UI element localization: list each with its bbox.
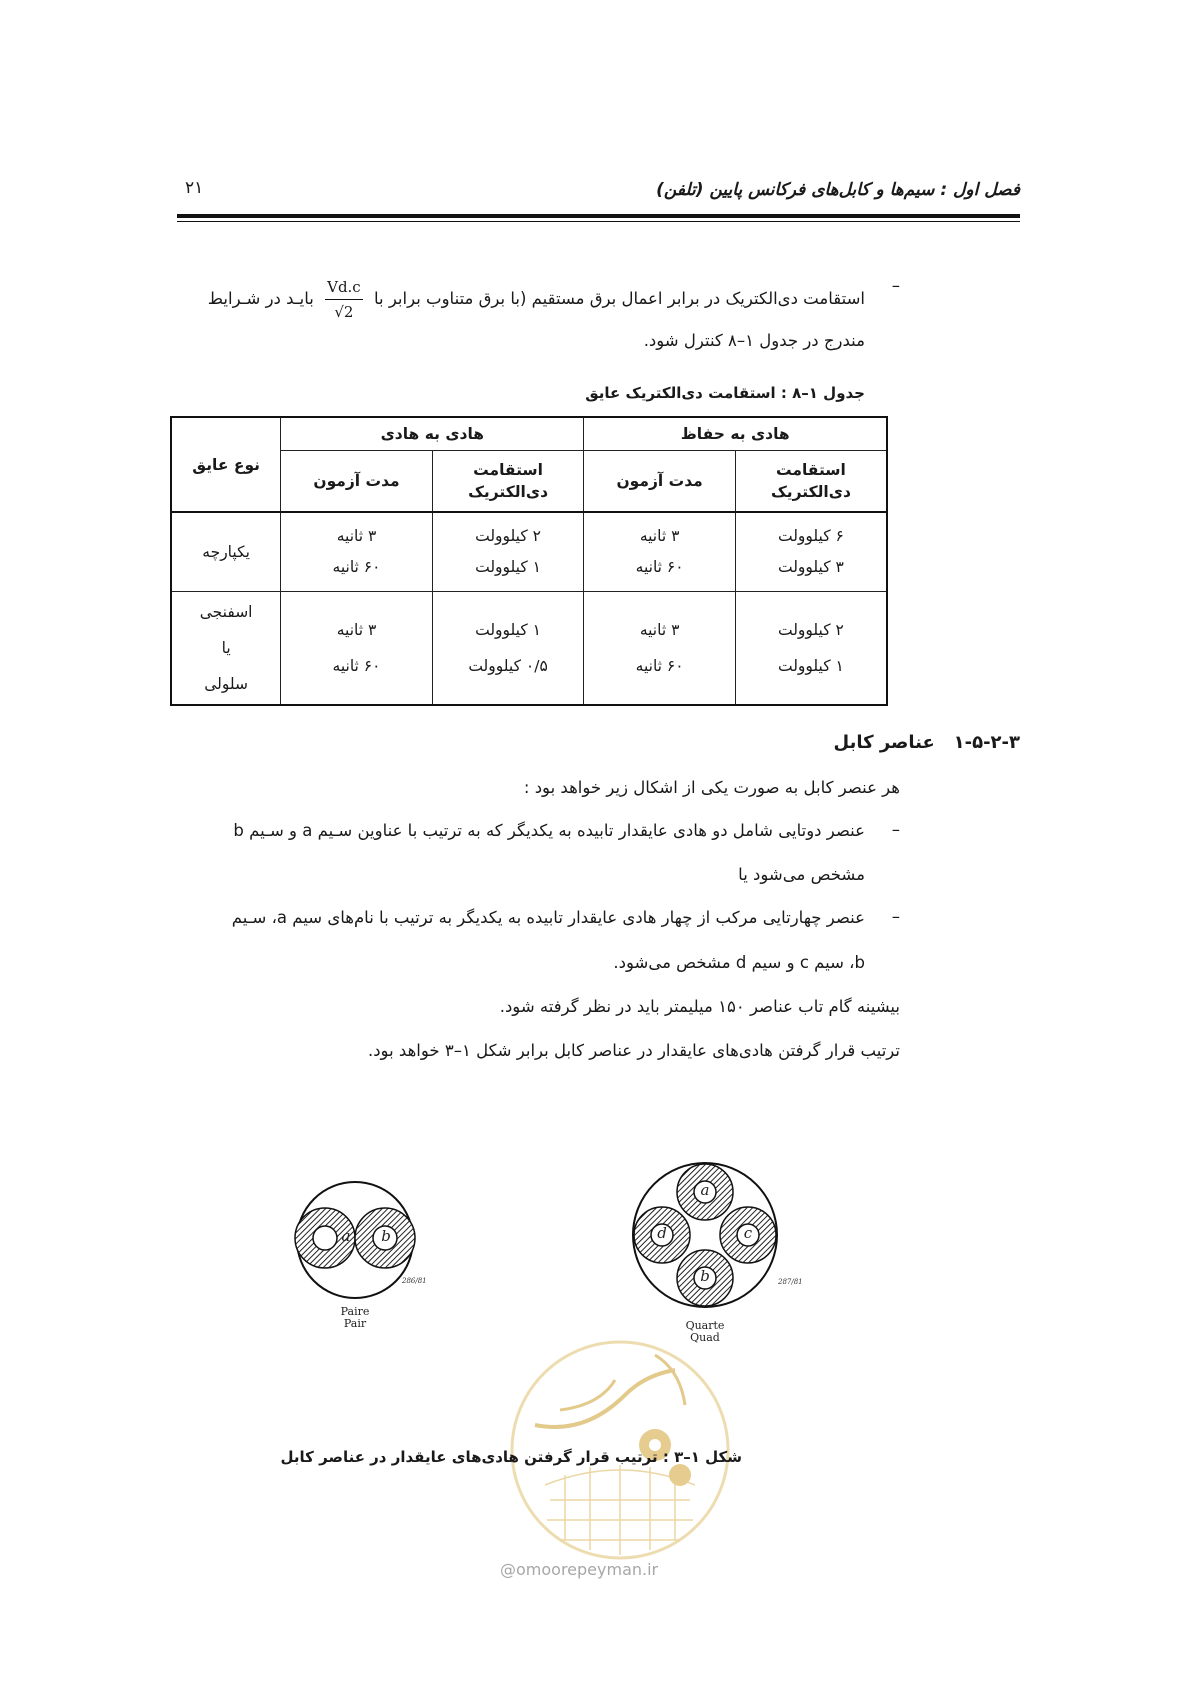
table-header-row: [171, 417, 887, 451]
header-text: دی‌الکتریک: [770, 483, 851, 501]
pair-label-en: Pair: [343, 1317, 367, 1330]
table-cell: [281, 592, 432, 706]
cell-text: یا: [221, 639, 231, 657]
list-dash: –: [891, 820, 900, 839]
paragraph-line: [208, 276, 865, 323]
pair-label: [325, 1306, 385, 1330]
page-number: ۲۱: [185, 178, 204, 198]
table-cell-type: [171, 512, 281, 592]
col-duration: مدت آزمون: [584, 451, 735, 513]
table-row: [171, 592, 887, 706]
table-cell: [432, 592, 584, 706]
pair-wire-label-b: b: [381, 1227, 391, 1245]
list-item-pair: عنصر دوتایی شامل دو هادی عایقدار تابیده به یکدیگر که به ترتیب با عناوین سـیم a و سـیم b: [233, 821, 865, 840]
cell-text: ۶۰ ثانیه: [332, 657, 381, 675]
section-heading: [834, 732, 1020, 753]
cell-text: ۱ کیلوولت: [475, 558, 541, 576]
col-insulation-type: نوع عایق: [171, 417, 281, 512]
header-text: استقامت: [775, 461, 846, 479]
cell-text: سلولی: [204, 675, 249, 693]
quad-label-fr: Quarte: [685, 1319, 725, 1332]
paragraph-line: هر عنصر کابل به صورت یکی از اشکال زیر خواهد بود :: [523, 778, 900, 797]
cell-text: ۱ کیلوولت: [777, 657, 844, 675]
fraction-denominator: √2: [334, 303, 354, 321]
quad-wire-label-d: d: [657, 1224, 667, 1242]
section-title: عناصر کابل: [833, 732, 935, 753]
cell-text: ۶ کیلوولت: [777, 527, 844, 545]
header-rule-thick: [177, 214, 1020, 218]
cell-text: ۰/۵ کیلوولت: [468, 657, 548, 675]
table-row: [171, 512, 887, 592]
formula-fraction: [325, 276, 363, 323]
col-strength: [432, 451, 584, 513]
col-duration: مدت آزمون: [281, 451, 432, 513]
fraction-numerator: Vd.c: [325, 276, 363, 300]
cell-text: ۲ کیلوولت: [777, 621, 844, 639]
cell-text: ۳ ثانیه: [639, 621, 680, 639]
cell-text: ۱ کیلوولت: [475, 621, 541, 639]
table-cell: [584, 512, 735, 592]
paragraph-line: b، سیم c و سیم d مشخص می‌شود.: [613, 953, 865, 972]
table-cell-type: [171, 592, 281, 706]
pair-wire-label-a: a: [341, 1227, 351, 1245]
col-strength: [735, 451, 887, 513]
quad-wire-label-a: a: [700, 1181, 710, 1199]
section-number: ۱-۵-۲-۳: [953, 732, 1020, 753]
header-text: استقامت: [473, 461, 543, 479]
header-rule-thin: [177, 221, 1020, 222]
list-item-quad: عنصر چهارتایی مرکب از چهار هادی عایقدار تابیده به یکدیگر به ترتیب با نام‌های سیم a، سـیم: [231, 908, 865, 927]
quad-label: [675, 1320, 735, 1344]
cell-text: اسفنجی: [199, 603, 253, 621]
cell-text: ۳ ثانیه: [336, 527, 377, 545]
paragraph-line: بیشینه گام تاب عناصر ۱۵۰ میلیمتر باید در نظر گرفته شود.: [499, 997, 900, 1016]
cell-text: ۶۰ ثانیه: [635, 657, 684, 675]
group-conductor-to-conductor: هادی به هادی: [281, 417, 584, 451]
cell-text: ۶۰ ثانیه: [332, 558, 381, 576]
table-cell: [735, 512, 887, 592]
quad-wire-label-b: b: [700, 1267, 710, 1285]
text-run: استقامت دی‌الکتریک در برابر اعمال برق مستقیم (با برق متناوب برابر با: [373, 289, 865, 308]
cell-text: ۳ ثانیه: [639, 527, 680, 545]
header-text: دی‌الکتریک: [468, 483, 549, 501]
dielectric-table: [170, 416, 888, 706]
cell-text: یکپارچه: [202, 542, 250, 561]
paragraph-line: مندرج در جدول ۱–۸ کنترل شود.: [643, 331, 865, 350]
paragraph-line: ترتیب قرار گرفتن هادی‌های عایقدار در عناصر کابل برابر شکل ۱–۳ خواهد بود.: [367, 1041, 900, 1060]
pair-figure-code: 286/81: [402, 1277, 427, 1285]
pair-label-fr: Paire: [340, 1305, 370, 1318]
table-cell: [584, 592, 735, 706]
list-dash: –: [891, 907, 900, 926]
paragraph-line: مشخص می‌شود یا: [738, 865, 865, 884]
cell-text: ۳ کیلوولت: [777, 558, 844, 576]
text-run: بایـد در شـرایط: [207, 289, 314, 308]
table-cell: [432, 512, 584, 592]
list-dash: –: [891, 276, 900, 295]
figure-caption: شکل ۱–۳ : ترتیب قرار گرفتن هادی‌های عایقدار در عناصر کابل: [280, 1448, 742, 1466]
cell-text: ۶۰ ثانیه: [635, 558, 684, 576]
quad-figure-code: 287/81: [778, 1278, 803, 1286]
cell-text: ۳ ثانیه: [336, 621, 377, 639]
table-caption: جدول ۱–۸ : استقامت دی‌الکتریک عایق: [585, 384, 865, 402]
table-cell: [735, 592, 887, 706]
cell-text: ۲ کیلوولت: [475, 527, 541, 545]
chapter-title: فصل اول : سیم‌ها و کابل‌های فرکانس پایین (تلفن): [656, 180, 1020, 200]
quad-wire-label-c: c: [743, 1224, 753, 1242]
table-cell: [281, 512, 432, 592]
group-conductor-to-shield: هادی به حفاظ: [584, 417, 887, 451]
watermark-url: @omoorepeyman.ir: [500, 1560, 659, 1579]
quad-label-en: Quad: [690, 1331, 720, 1344]
